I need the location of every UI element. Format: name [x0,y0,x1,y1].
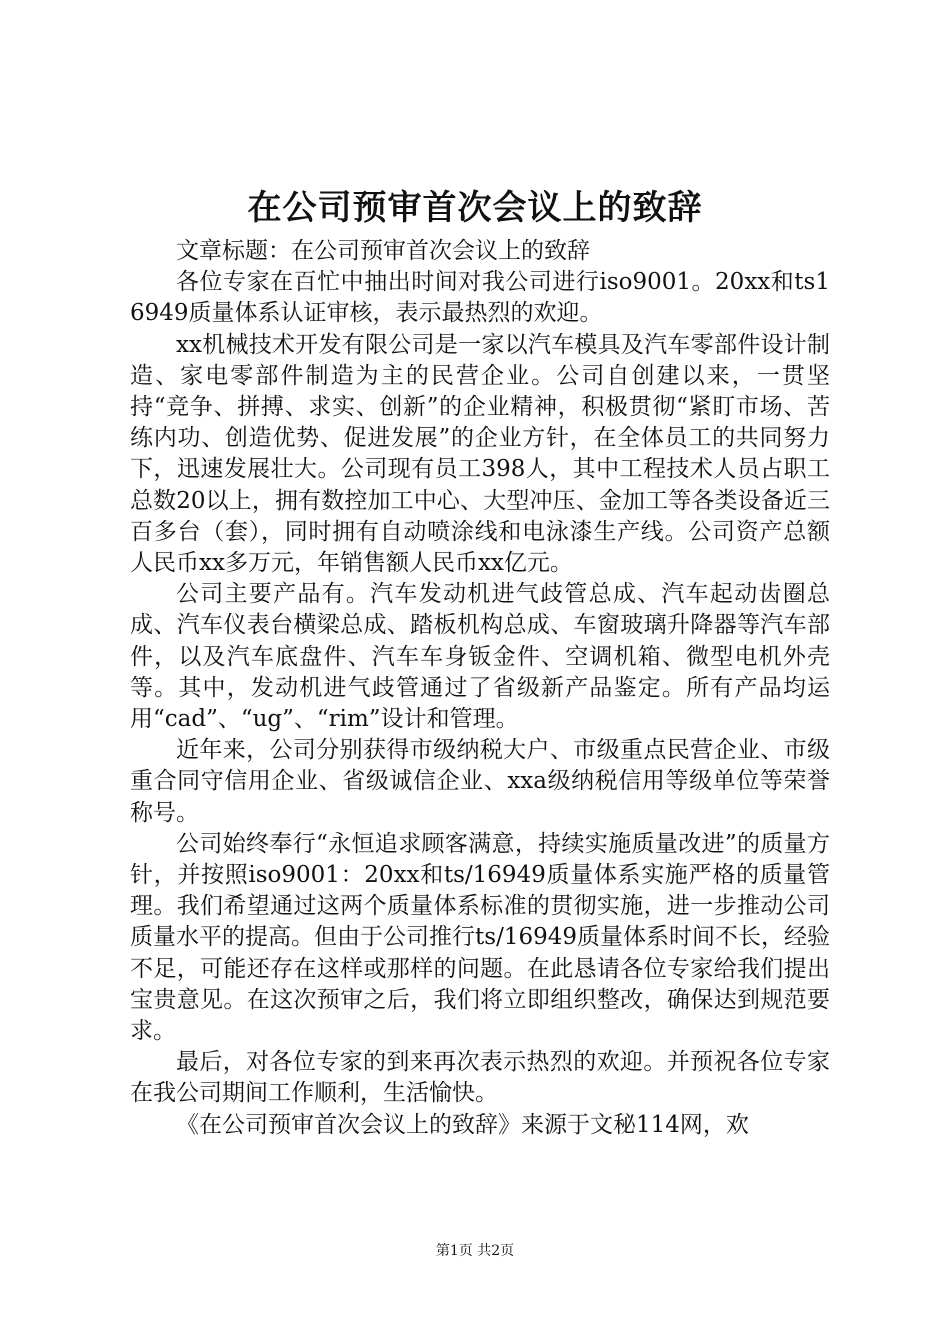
paragraph-company-intro: xx机械技术开发有限公司是一家以汽车模具及汽车零部件设计制造、家电零部件制造为主的民营企业。公司自创建以来，一贯坚持“竞争、拼搏、求实、创新”的企业精神，积极贯彻“紧盯市场、苦练内功、创造优势、促进发展”的企业方针，在全体员工的共同努力下，迅速发展壮大。公司现有员工398人，其中工程技术人员占职工总数20以上，拥有数控加工中心、大型冲压、金加工等各类设备近三百多台（套），同时拥有自动喷涂线和电泳漆生产线。公司资产总额人民币xx多万元，年销售额人民币xx亿元。 [130,331,830,577]
document-title: 在公司预审首次会议上的致辞 [247,188,703,228]
paragraph-source: 《在公司预审首次会议上的致辞》来源于文秘114网，欢 [176,1111,749,1138]
paragraph-closing: 最后，对各位专家的到来再次表示热烈的欢迎。并预祝各位专家在我公司期间工作顺利，生活愉快。 [130,1049,830,1107]
paragraph-welcome: 各位专家在百忙中抽出时间对我公司进行iso9001。20xx和ts16949质量体系认证审核，表示最热烈的欢迎。 [130,269,830,327]
page-footer: 第1页 共2页 [435,1243,515,1259]
paragraph-quality-policy: 公司始终奉行“永恒追求顾客满意，持续实施质量改进”的质量方针，并按照iso9001：20xx和ts/16949质量体系实施严格的质量管理。我们希望通过这两个质量体系标准的贯彻实施，进一步推动公司质量水平的提高。但由于公司推行ts/16949质量体系时间不长，经验不足，可能还存在这样或那样的问题。在此恳请各位专家给我们提出宝贵意见。在这次预审之后，我们将立即组织整改，确保达到规范要求。 [130,830,830,1045]
paragraph-honors: 近年来，公司分别获得市级纳税大户、市级重点民营企业、市级重合同守信用企业、省级诚信企业、xxa级纳税信用等级单位等荣誉称号。 [130,737,830,826]
paragraph-article-title: 文章标题：在公司预审首次会议上的致辞 [176,238,590,264]
document-body [130,236,830,1141]
paragraph-products: 公司主要产品有。汽车发动机进气歧管总成、汽车起动齿圈总成、汽车仪表台横梁总成、踏板机构总成、车窗玻璃升降器等汽车部件，以及汽车底盘件、汽车车身钣金件、空调机箱、微型电机外壳等。其中，发动机进气歧管通过了省级新产品鉴定。所有产品均运用“cad”、“ug”、“rim”设计和管理。 [130,581,830,733]
